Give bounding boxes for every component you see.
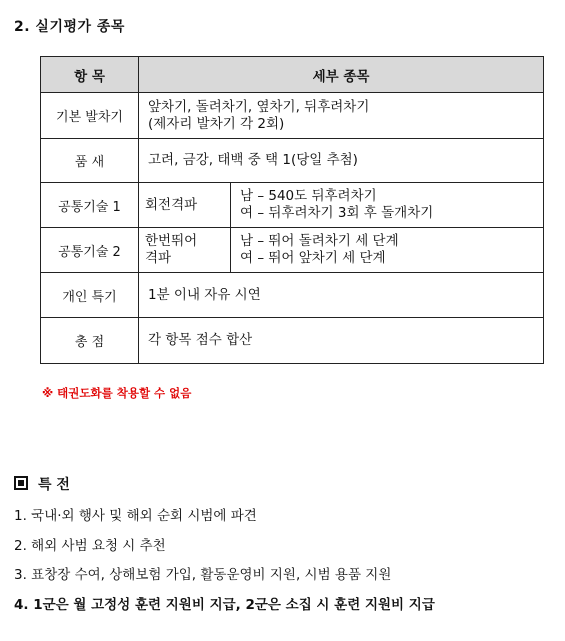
row-item: 총 점	[41, 318, 139, 364]
list-item: 4. 1군은 월 고정성 훈련 지원비 지급, 2군은 소집 시 훈련 지원비 지급	[14, 596, 435, 613]
sub-line: 한번뛰어	[145, 233, 198, 249]
sub-line: 격파	[145, 250, 172, 266]
row-detail	[139, 93, 544, 139]
detail-line: 여 – 뒤후려차기 3회 후 돌개차기	[240, 205, 434, 221]
row-item: 개인 특기	[41, 273, 139, 318]
detail-line: 앞차기, 돌려차기, 옆차기, 뒤후려차기	[148, 98, 370, 115]
row-detail	[231, 183, 544, 228]
table-row	[41, 139, 544, 183]
row-detail: 고려, 금강, 태백 중 택 1(당일 추첨)	[139, 139, 544, 183]
detail-line: 남 – 뛰어 돌려차기 세 단계	[240, 233, 399, 249]
row-item: 품 새	[41, 139, 139, 183]
row-detail: 각 항목 점수 합산	[139, 318, 544, 364]
table-row	[41, 318, 544, 364]
detail-line: 여 – 뛰어 앞차기 세 단계	[240, 250, 386, 266]
row-sub	[139, 228, 231, 273]
row-item: 공통기술 2	[41, 228, 139, 273]
list-item: 2. 해외 사범 요청 시 추천	[14, 537, 166, 554]
list-item: 1. 국내·외 행사 및 해외 순회 시범에 파견	[14, 508, 257, 524]
special-title: 특 전	[38, 477, 70, 493]
table-row	[41, 183, 544, 228]
detail-line: 남 – 540도 뒤후려차기	[240, 188, 377, 204]
row-detail: 1분 이내 자유 시연	[139, 273, 544, 318]
table-row	[41, 93, 544, 139]
detail-line: (제자리 발차기 각 2회)	[148, 115, 285, 132]
row-item: 기본 발차기	[41, 93, 139, 139]
table-row	[41, 273, 544, 318]
special-heading	[14, 474, 70, 494]
row-detail	[231, 228, 544, 273]
header-detail: 세부 종목	[139, 57, 544, 93]
row-sub: 회전격파	[139, 183, 231, 228]
table-header-row	[41, 57, 544, 93]
row-item: 공통기술 1	[41, 183, 139, 228]
table-row	[41, 228, 544, 273]
section-title: 2. 실기평가 종목	[14, 19, 125, 35]
benefits-list	[14, 504, 435, 622]
header-item: 항 목	[41, 57, 139, 93]
shoes-note: ※ 태권도화를 착용할 수 없음	[42, 386, 192, 400]
list-item: 3. 표창장 수여, 상해보험 가입, 활동운영비 지원, 시범 용품 지원	[14, 567, 392, 583]
square-bullet-icon	[14, 476, 28, 490]
evaluation-table	[40, 56, 544, 364]
